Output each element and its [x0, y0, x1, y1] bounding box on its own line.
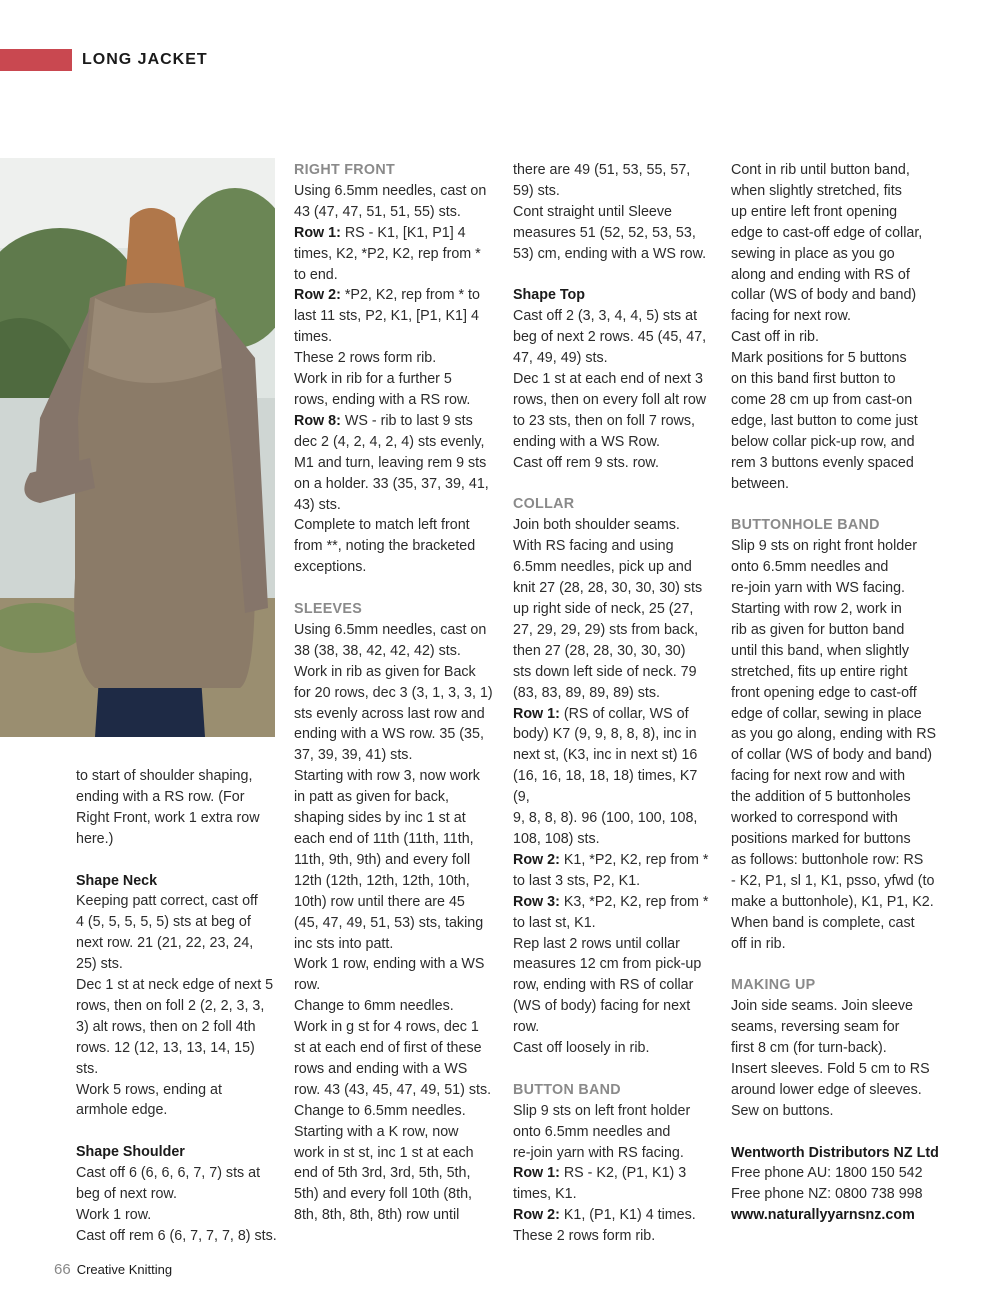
text-line: Cast off 6 (6, 6, 6, 7, 7) sts at	[76, 1165, 261, 1182]
text-line: work in st st, inc 1 st at each	[294, 1144, 474, 1161]
text-line: from **, noting the bracketed	[294, 538, 476, 555]
text-line: rib as given for button band	[731, 621, 905, 638]
text-line: come 28 cm up from cast-on	[731, 391, 913, 408]
section-heading-button-band: BUTTON BAND	[513, 1081, 621, 1098]
website-link[interactable]: www.naturallyyarnsnz.com	[731, 1207, 915, 1224]
page-footer	[54, 1261, 172, 1278]
text-line: Slip 9 sts on left front holder	[513, 1102, 691, 1119]
text-line: (83, 83, 89, 89, 89) sts.	[513, 684, 661, 701]
text-line: then 27 (28, 28, 30, 30, 30)	[513, 642, 686, 659]
text-line: for 20 rows, dec 3 (3, 1, 3, 3, 1)	[294, 684, 493, 701]
text-line: Complete to match left front	[294, 517, 470, 534]
text-line: knit 27 (28, 28, 30, 30, 30) sts	[513, 580, 703, 597]
text-line: Row 3: K3, *P2, K2, rep from *	[513, 893, 709, 910]
text-line: to 23 sts, then on foll 7 rows,	[513, 412, 695, 429]
text-line: When band is complete, cast	[731, 914, 915, 931]
row-label: Row 1:	[294, 224, 341, 241]
text-line: exceptions.	[294, 559, 367, 576]
text-line: Slip 9 sts on right front holder	[731, 538, 917, 555]
column-3	[513, 160, 718, 1247]
text-line: Cast off rem 6 (6, 7, 7, 7, 8) sts.	[76, 1227, 277, 1244]
subheading-shape-top: Shape Top	[513, 287, 586, 304]
text-line: around lower edge of sleeves.	[731, 1081, 922, 1098]
subheading-shape-neck: Shape Neck	[76, 872, 158, 889]
text-line: row, ending with RS of collar	[513, 977, 694, 994]
text-line: 53) cm, ending with a WS row.	[513, 245, 707, 262]
text-line: Row 8: WS - rib to last 9 sts	[294, 412, 473, 429]
magazine-name: Creative Knitting	[76, 1262, 173, 1277]
text-line: st at each end of first of these	[294, 1040, 482, 1057]
text-line: Cont in rib until button band,	[731, 162, 910, 178]
section-heading-collar: COLLAR	[513, 496, 575, 513]
text-line: inc sts into patt.	[294, 935, 394, 952]
text-line: positions marked for buttons	[731, 830, 911, 847]
text-line: below collar pick-up row, and	[731, 433, 915, 450]
row-label: Row 1:	[513, 1165, 560, 1182]
text-line: Work 1 row, ending with a WS	[294, 956, 485, 973]
text-line: These 2 rows form rib.	[294, 350, 437, 367]
text-line: re-join yarn with RS facing.	[513, 1144, 684, 1161]
text-line: times.	[294, 329, 333, 346]
text-line: 43) sts.	[294, 496, 341, 513]
text-line: up entire left front opening	[731, 203, 898, 220]
subheading-shape-shoulder: Shape Shoulder	[76, 1144, 185, 1161]
text-line: edge to cast-off edge of collar,	[731, 224, 923, 241]
text-line: 11th, 9th, 9th) and every foll	[294, 851, 471, 868]
text-line: edge, last button to come just	[731, 412, 918, 429]
text-line: to last 3 sts, P2, K1.	[513, 872, 641, 889]
text-line: 37, 39, 39, 41) sts.	[294, 747, 413, 764]
text-line: Work in rib for a further 5	[294, 371, 452, 388]
text-line: row.	[294, 977, 321, 994]
text-line: M1 and turn, leaving rem 9 sts	[294, 454, 487, 471]
text-line: body) K7 (9, 9, 8, 8, 8), inc in	[513, 726, 697, 743]
text-line: sts down left side of neck. 79	[513, 663, 697, 680]
text-line: 25) sts.	[76, 956, 123, 973]
text-line: onto 6.5mm needles and	[731, 559, 889, 576]
text-line: Join both shoulder seams.	[513, 517, 680, 534]
section-heading-sleeves: SLEEVES	[294, 601, 363, 618]
text-line: worked to correspond with	[731, 810, 898, 827]
text-line: Keeping patt correct, cast off	[76, 893, 258, 910]
text-line: Mark positions for 5 buttons	[731, 350, 907, 367]
text-line: as follows: buttonhole row: RS	[731, 851, 924, 868]
text-line: Rep last 2 rows until collar	[513, 935, 680, 952]
text-line: 108, 108) sts.	[513, 830, 600, 847]
text-line: beg of next 2 rows. 45 (45, 47,	[513, 329, 707, 346]
text-line: (45, 47, 49, 51, 53) sts, taking	[294, 914, 484, 931]
text-line: to start of shoulder shaping,	[76, 768, 253, 784]
text-line: row.	[513, 1019, 540, 1036]
text-line: of collar (WS of body and band)	[731, 747, 933, 764]
text-line: sewing in place as you go	[731, 245, 895, 262]
text-line: until this band, when slightly	[731, 642, 910, 659]
text-line: 43 (47, 47, 51, 51, 55) sts.	[294, 203, 461, 220]
text-line: on this band first button to	[731, 371, 896, 388]
text-line: Work in rib as given for Back	[294, 663, 476, 680]
text-line: rows. 12 (12, 13, 13, 14, 15) sts.	[76, 1039, 255, 1077]
text-line: ending with a RS row. (For	[76, 788, 245, 805]
text-line: stretched, fits up entire right	[731, 663, 908, 680]
text-line: Join side seams. Join sleeve	[731, 998, 913, 1015]
text-line: 3) alt rows, then on 2 foll 4th	[76, 1018, 256, 1035]
text-line: in patt as given for back,	[294, 789, 449, 806]
row-label: Row 3:	[513, 893, 560, 910]
text-line: Row 2: *P2, K2, rep from * to	[294, 287, 480, 304]
text-line: next st, (K3, inc in next st) 16	[513, 747, 698, 764]
text-line: first 8 cm (for turn-back).	[731, 1040, 887, 1057]
text-line: to last st, K1.	[513, 914, 596, 931]
text-line: 38 (38, 38, 42, 42, 42) sts.	[294, 642, 461, 659]
text-line: 47, 49, 49) sts.	[513, 350, 608, 367]
text-line: end of 5th 3rd, 3rd, 5th, 5th,	[294, 1165, 471, 1182]
text-line: Dec 1 st at each end of next 3	[513, 371, 703, 388]
text-line: Change to 6mm needles.	[294, 998, 454, 1015]
text-line: Starting with row 2, work in	[731, 601, 902, 618]
text-line: 8th, 8th, 8th, 8th) row until	[294, 1207, 460, 1224]
text-line: beg of next row.	[76, 1186, 177, 1203]
text-line: on a holder. 33 (35, 37, 39, 41,	[294, 475, 489, 492]
text-line: (WS of body) facing for next	[513, 998, 691, 1015]
text-line: ending with a WS Row.	[513, 433, 661, 450]
text-line: 6.5mm needles, pick up and	[513, 559, 692, 576]
text-line: onto 6.5mm needles and	[513, 1123, 671, 1140]
text-line: re-join yarn with WS facing.	[731, 580, 906, 597]
text-line: Change to 6.5mm needles.	[294, 1102, 466, 1119]
section-heading-right-front: RIGHT FRONT	[294, 162, 395, 178]
text-line: Insert sleeves. Fold 5 cm to RS	[731, 1060, 930, 1077]
text-line: to end.	[294, 266, 338, 283]
text-line: dec 2 (4, 2, 4, 2, 4) sts evenly,	[294, 433, 485, 450]
column-1	[76, 766, 281, 1247]
text-line: rows and ending with a WS	[294, 1060, 468, 1077]
text-line: Using 6.5mm needles, cast on	[294, 182, 487, 199]
text-line: measures 51 (52, 52, 53, 53,	[513, 224, 696, 241]
text-line: when slightly stretched, fits	[731, 182, 902, 199]
page-number: 66	[54, 1261, 71, 1278]
section-heading-buttonhole-band: BUTTONHOLE BAND	[731, 517, 880, 534]
text-line: Starting with a K row, now	[294, 1123, 459, 1140]
column-4	[731, 160, 941, 1226]
phone-au: Free phone AU: 1800 150 542	[731, 1165, 923, 1182]
text-line: measures 12 cm from pick-up	[513, 956, 702, 973]
text-line: the addition of 5 buttonholes	[731, 789, 911, 806]
text-line: 59) sts.	[513, 182, 560, 199]
text-line: Sew on buttons.	[731, 1102, 834, 1119]
text-line: last 11 sts, P2, K1, [P1, K1] 4	[294, 308, 479, 325]
text-line: Row 2: K1, *P2, K2, rep from *	[513, 851, 709, 868]
text-line: Row 1: (RS of collar, WS of	[513, 705, 689, 722]
text-line: Cast off loosely in rib.	[513, 1040, 650, 1057]
text-line: rows, then on every foll alt row	[513, 391, 707, 408]
text-line: 9, 8, 8, 8). 96 (100, 100, 108,	[513, 810, 698, 827]
text-line: Row 1: RS - K2, (P1, K1) 3	[513, 1165, 687, 1182]
text-line: Work 5 rows, ending at	[76, 1081, 222, 1098]
text-line: sts evenly across last row and	[294, 705, 485, 722]
text-line: 4 (5, 5, 5, 5, 5) sts at beg of	[76, 914, 251, 931]
text-line: shaping sides by inc 1 st at	[294, 810, 466, 827]
text-line: Dec 1 st at neck edge of next 5	[76, 977, 274, 994]
text-line: times, K1.	[513, 1186, 577, 1203]
row-label: Row 2:	[294, 287, 341, 304]
text-line: between.	[731, 475, 790, 492]
row-label: Row 8:	[294, 412, 341, 429]
text-line: Row 2: K1, (P1, K1) 4 times.	[513, 1207, 696, 1224]
text-line: make a buttonhole), K1, P1, K2.	[731, 893, 934, 910]
text-line: 27, 29, 29, 29) sts from back,	[513, 621, 699, 638]
text-line: - K2, P1, sl 1, K1, psso, yfwd (to	[731, 872, 935, 889]
text-line: rows, ending with a RS row.	[294, 391, 471, 408]
text-line: front opening edge to cast-off	[731, 684, 917, 701]
text-line: (16, 16, 18, 18, 18) times, K7 (9,	[513, 768, 698, 806]
section-heading-making-up: MAKING UP	[731, 977, 816, 994]
text-line: facing for next row.	[731, 308, 851, 325]
row-label: Row 2:	[513, 1207, 560, 1224]
header-accent-bar	[0, 49, 72, 71]
row-label: Row 2:	[513, 851, 560, 868]
text-line: rows, then on foll 2 (2, 2, 3, 3,	[76, 997, 265, 1014]
text-line: off in rib.	[731, 935, 786, 952]
text-line: 5th) and every foll 10th (8th,	[294, 1186, 473, 1203]
text-line: as you go along, ending with RS	[731, 726, 937, 743]
row-label: Row 1:	[513, 705, 560, 722]
text-line: Right Front, work 1 extra row	[76, 809, 260, 826]
jacket-photo	[0, 158, 275, 737]
text-line: These 2 rows form rib.	[513, 1228, 656, 1245]
text-line: times, K2, *P2, K2, rep from *	[294, 245, 481, 262]
text-line: up right side of neck, 25 (27,	[513, 601, 694, 617]
text-line: Work in g st for 4 rows, dec 1	[294, 1019, 479, 1036]
text-line: Row 1: RS - K1, [K1, P1] 4	[294, 224, 466, 241]
text-line: Starting with row 3, now work	[294, 768, 480, 785]
distributor-name: Wentworth Distributors NZ Ltd	[731, 1144, 939, 1161]
text-line: Work 1 row.	[76, 1207, 152, 1223]
text-line: Cast off in rib.	[731, 329, 819, 346]
text-line: rem 3 buttons evenly spaced	[731, 454, 914, 471]
text-line: Cast off rem 9 sts. row.	[513, 454, 659, 471]
text-line: next row. 21 (21, 22, 23, 24,	[76, 935, 254, 952]
text-line: collar (WS of body and band)	[731, 287, 917, 304]
text-line: Cont straight until Sleeve	[513, 203, 672, 220]
text-line: armhole edge.	[76, 1102, 168, 1119]
text-line: here.)	[76, 830, 114, 847]
text-line: 12th (12th, 12th, 12th, 10th,	[294, 872, 470, 889]
text-line: facing for next row and with	[731, 768, 906, 785]
page-title: LONG JACKET	[82, 51, 208, 68]
text-line: along and ending with RS of	[731, 266, 910, 283]
text-line: 10th) row until there are 45	[294, 893, 465, 910]
text-line: Using 6.5mm needles, cast on	[294, 621, 487, 638]
column-2	[294, 160, 499, 1226]
phone-nz: Free phone NZ: 0800 738 998	[731, 1186, 923, 1203]
text-line: each end of 11th (11th, 11th,	[294, 830, 474, 847]
text-line: seams, reversing seam for	[731, 1019, 900, 1036]
text-line: edge of collar, sewing in place	[731, 705, 922, 722]
text-line: row. 43 (43, 45, 47, 49, 51) sts.	[294, 1081, 492, 1098]
text-line: ending with a WS row. 35 (35,	[294, 726, 484, 743]
text-line: Cast off 2 (3, 3, 4, 4, 5) sts at	[513, 308, 698, 325]
text-line: there are 49 (51, 53, 55, 57,	[513, 162, 691, 178]
text-line: With RS facing and using	[513, 538, 674, 555]
